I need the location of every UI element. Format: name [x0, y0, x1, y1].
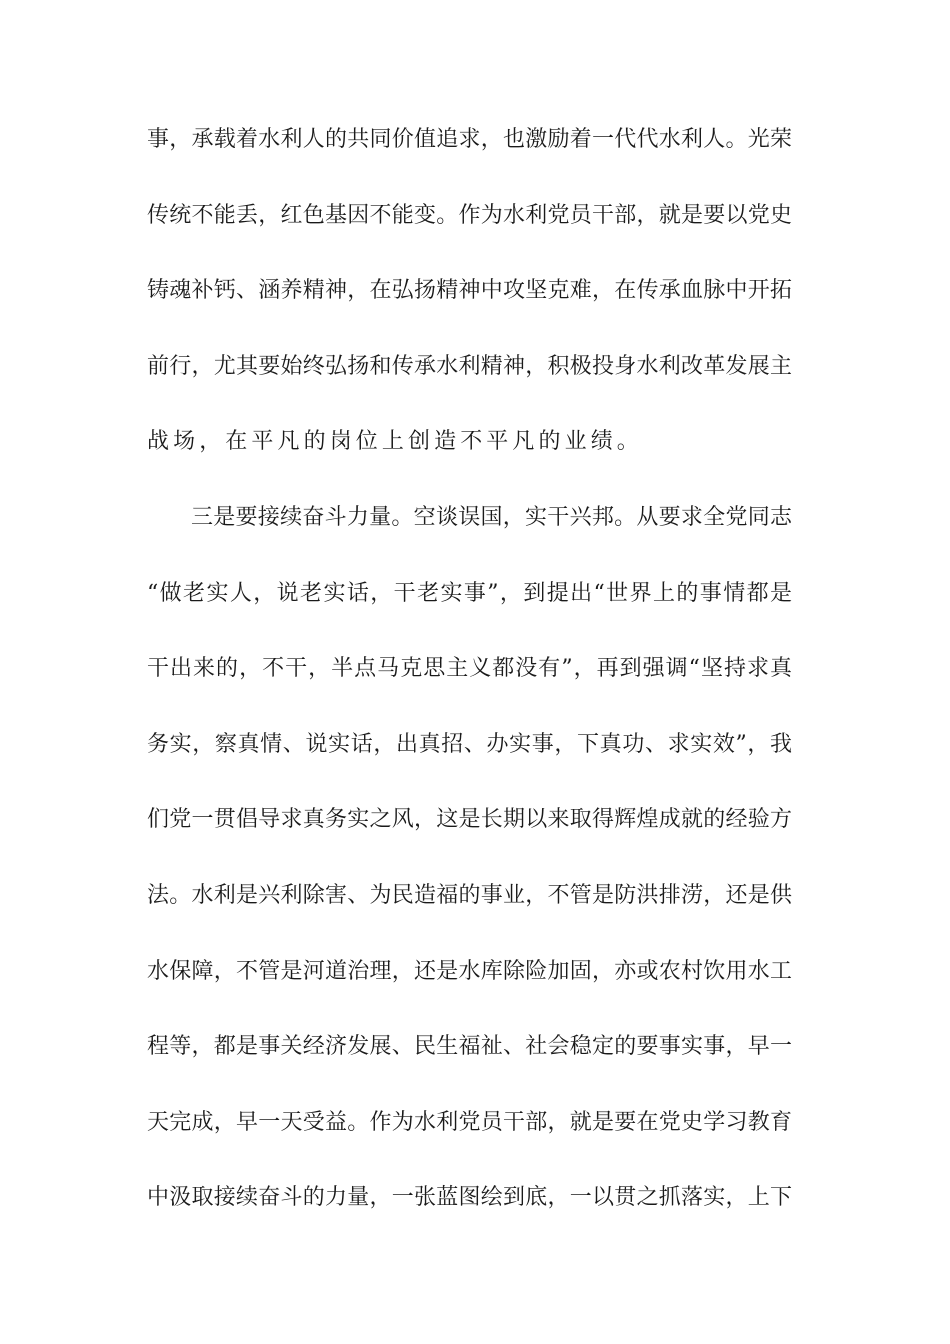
text-line-5: 战场，在平凡的岗位上创造不平凡的业绩。 [147, 429, 643, 455]
text-line-9: 务实，察真情、说实话，出真招、办实事，下真功、求实效”，我 [147, 731, 792, 757]
text-line-15: 中汲取接续奋斗的力量，一张蓝图绘到底，一以贯之抓落实，上下 [147, 1185, 792, 1211]
body-text [147, 120, 807, 1254]
text-line-2: 传统不能丢，红色基因不能变。作为水利党员干部，就是要以党史 [147, 202, 792, 228]
text-line-1: 事，承载着水利人的共同价值追求，也激励着一代代水利人。光荣 [147, 127, 792, 152]
paragraph-start-line: 三是要接续奋斗力量。空谈误国，实干兴邦。从要求全党同志 [191, 504, 792, 530]
text-line-11: 法。水利是兴利除害、为民造福的事业，不管是防洪排涝，还是供 [147, 882, 792, 908]
text-line-7: “做老实人，说老实话，干老实事”，到提出“世界上的事情都是 [147, 580, 792, 606]
text-line-12: 水保障，不管是河道治理，还是水库除险加固，亦或农村饮用水工 [147, 958, 792, 984]
text-line-14: 天完成，早一天受益。作为水利党员干部，就是要在党史学习教育 [147, 1109, 792, 1135]
text-line-4: 前行，尤其要始终弘扬和传承水利精神，积极投身水利改革发展主 [147, 353, 792, 379]
text-line-3: 铸魂补钙、涵养精神，在弘扬精神中攻坚克难，在传承血脉中开拓 [147, 278, 792, 304]
text-line-10: 们党一贯倡导求真务实之风，这是长期以来取得辉煌成就的经验方 [147, 807, 792, 833]
text-line-8: 干出来的，不干，半点马克思主义都没有”，再到强调“坚持求真 [147, 656, 792, 682]
text-line-13: 程等，都是事关经济发展、民生福祉、社会稳定的要事实事，早一 [147, 1034, 792, 1060]
